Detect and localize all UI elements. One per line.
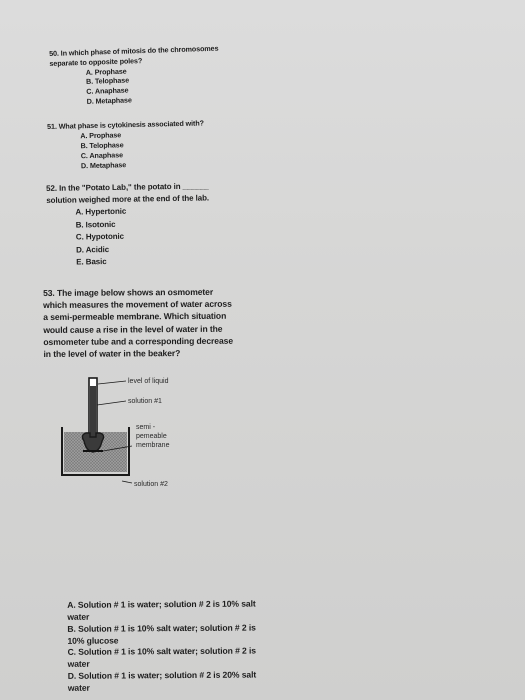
option-b: B. Solution # 1 is 10% salt water; solution # 2 is 10% glucose [67, 622, 256, 646]
question-51-options [80, 128, 205, 171]
option-b: B. Isotonic [75, 219, 116, 230]
question-51 [47, 118, 205, 172]
question-52-stem: 52. In the "Potato Lab," the potato in ______ solution weighed more at the end of the lab. [46, 181, 210, 205]
label-membrane-2: pemeable [136, 433, 167, 440]
question-50-options [86, 63, 231, 107]
option-a: A. Solution # 1 is water; solution # 2 is 10% salt water [67, 598, 256, 622]
question-50-stem: 50. In which phase of mitosis do the chromosomes separate to opposite poles? [49, 43, 219, 68]
question-53-options [67, 599, 258, 695]
question-50 [49, 43, 231, 107]
option-d: D. Metaphase [86, 95, 132, 106]
option-b: B. Telophase [85, 75, 130, 87]
label-membrane-1: semi - [136, 424, 156, 431]
option-c: C. Solution # 1 is 10% salt water; solution # 2 is water [67, 645, 257, 670]
label-membrane-3: membrane [136, 442, 170, 449]
option-e: E. Basic [76, 257, 107, 267]
option-b: B. Telophase [80, 140, 124, 151]
option-a: A. Prophase [80, 130, 122, 141]
question-52-options [75, 204, 232, 269]
option-d: D. Acidic [75, 244, 110, 255]
option-a: A. Hypertonic [75, 206, 127, 217]
question-53-stem: 53. The image below shows an osmometer which measures the movement of water across a semi-permeable membrane. Which situation would cause a rise in the level of water in the osmometer tube and a corresponding decrease in the level of water in the beaker? [43, 286, 234, 360]
question-52 [46, 180, 232, 270]
option-c: C. Anaphase [86, 85, 129, 97]
label-solution-2: solution #2 [134, 481, 168, 488]
label-level-of-liquid: level of liquid [128, 378, 169, 385]
osmometer-figure [60, 375, 250, 495]
question-51-stem: 51. What phase is cytokinesis associated with? [47, 118, 204, 131]
tube-liquid [90, 386, 96, 438]
option-c: C. Hypotonic [75, 231, 125, 242]
option-a: A. Prophase [85, 66, 127, 77]
option-d: D. Solution # 1 is water; solution # 2 is 20% salt water [67, 669, 257, 693]
label-solution-1: solution #1 [128, 398, 162, 405]
osmometer-diagram [60, 375, 250, 495]
option-c: C. Anaphase [80, 150, 124, 161]
option-d: D. Metaphase [80, 160, 127, 171]
